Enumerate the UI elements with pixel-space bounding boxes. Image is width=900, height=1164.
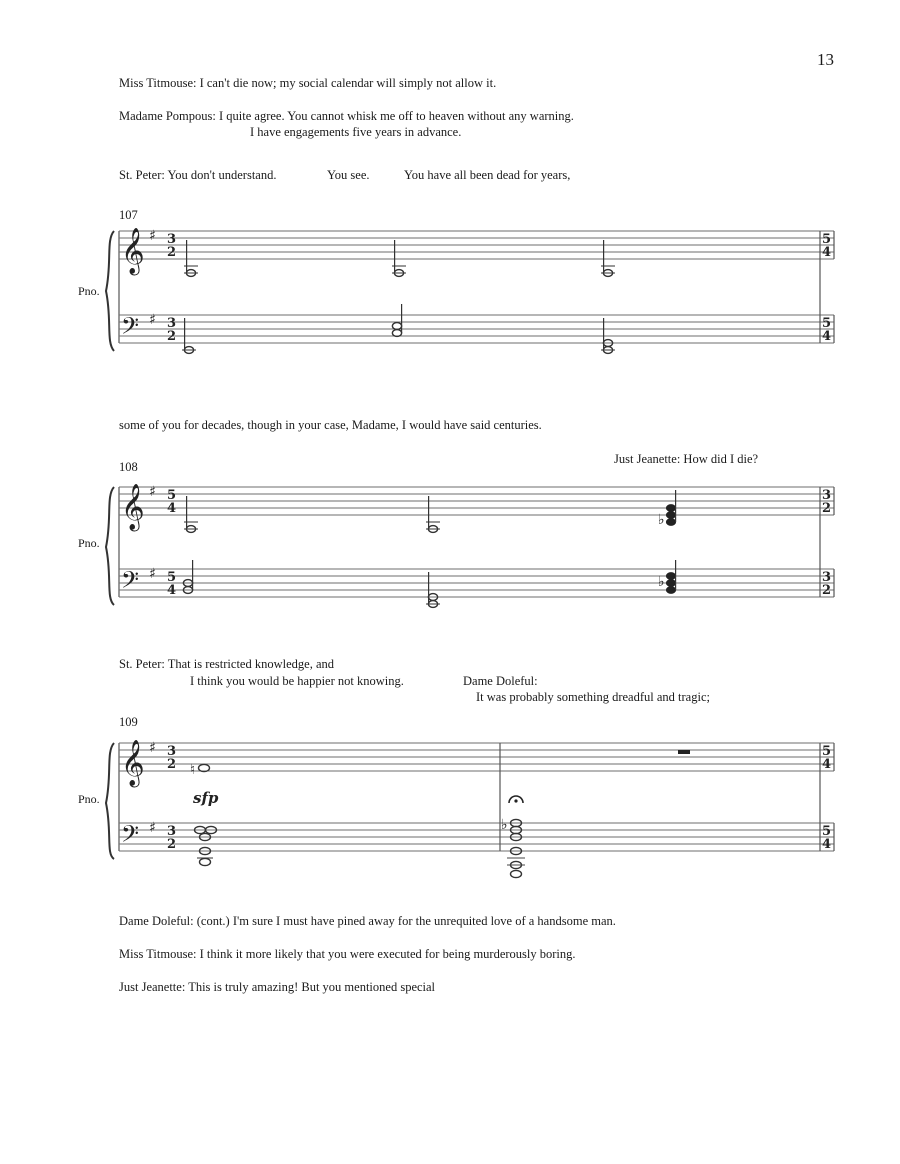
line-pompous-1b: I have engagements five years in advance. bbox=[250, 125, 462, 139]
instrument-label: Pno. bbox=[78, 792, 100, 806]
note bbox=[195, 826, 217, 865]
time-sig-denominator: 2 bbox=[167, 837, 177, 852]
time-sig-numerator: 5 bbox=[167, 488, 177, 503]
next-time-sig: 5 bbox=[822, 824, 832, 839]
page-number: 13 bbox=[817, 50, 834, 69]
brace-icon bbox=[106, 231, 114, 351]
time-sig-denominator: 2 bbox=[167, 757, 177, 772]
note bbox=[183, 560, 192, 593]
flat-icon: ♭ bbox=[658, 574, 665, 590]
bass-clef-icon: 𝄢 bbox=[121, 820, 140, 853]
fermata-icon bbox=[509, 796, 523, 803]
line-peter-1c: You have all been dead for years, bbox=[404, 168, 571, 182]
bass-staff bbox=[119, 315, 834, 343]
next-time-sig: 4 bbox=[822, 837, 832, 852]
next-time-sig: 4 bbox=[822, 757, 832, 772]
note bbox=[658, 560, 676, 593]
bass-staff bbox=[119, 823, 834, 851]
time-sig-numerator: 3 bbox=[167, 744, 177, 759]
line-doleful-1b: It was probably something dreadful and tragic; bbox=[476, 690, 710, 704]
line-jeanette-1: Just Jeanette: How did I die? bbox=[614, 452, 759, 466]
brace-icon bbox=[106, 743, 114, 859]
time-sig-numerator: 3 bbox=[167, 824, 177, 839]
treble-clef-icon: 𝄞 bbox=[121, 484, 145, 530]
next-time-sig: 4 bbox=[822, 245, 832, 260]
bass-staff bbox=[119, 569, 834, 597]
instrument-label: Pno. bbox=[78, 536, 100, 550]
system-107 bbox=[78, 208, 834, 353]
instrument-label: Pno. bbox=[78, 284, 100, 298]
next-time-sig: 2 bbox=[822, 501, 832, 516]
sharp-icon: ♯ bbox=[149, 820, 156, 836]
time-sig-numerator: 5 bbox=[167, 570, 177, 585]
natural-icon: ♮ bbox=[190, 762, 196, 778]
line-pompous-1a: Madame Pompous: I quite agree. You cannot whisk me off to heaven without any warning. bbox=[119, 109, 574, 123]
system-109 bbox=[78, 715, 834, 878]
line-peter-3b: I think you would be happier not knowing. bbox=[190, 674, 404, 688]
flat-icon: ♭ bbox=[658, 512, 665, 528]
next-time-sig: 2 bbox=[822, 583, 832, 598]
next-time-sig: 3 bbox=[822, 488, 832, 503]
time-sig-denominator: 2 bbox=[167, 329, 177, 344]
treble-staff bbox=[119, 487, 834, 515]
next-time-sig: 5 bbox=[822, 744, 832, 759]
sharp-icon: ♯ bbox=[149, 740, 156, 756]
line-peter-1b: You see. bbox=[327, 168, 370, 182]
line-peter-2: some of you for decades, though in your case, Madame, I would have said centuries. bbox=[119, 418, 542, 432]
treble-staff bbox=[119, 231, 834, 259]
next-time-sig: 4 bbox=[822, 329, 832, 344]
line-peter-3a: St. Peter: That is restricted knowledge, and bbox=[119, 657, 334, 671]
note bbox=[658, 490, 676, 528]
sharp-icon: ♯ bbox=[149, 566, 156, 582]
bass-clef-icon: 𝄢 bbox=[121, 312, 140, 345]
line-doleful-1a: Dame Doleful: bbox=[463, 674, 538, 688]
measure-number: 108 bbox=[119, 460, 138, 474]
line-titmouse-2: Miss Titmouse: I think it more likely that you were executed for being murderously boring. bbox=[119, 947, 576, 961]
rest-icon bbox=[678, 750, 690, 754]
line-peter-1a: St. Peter: You don't understand. bbox=[119, 168, 277, 182]
brace-icon bbox=[106, 487, 114, 605]
note bbox=[501, 817, 525, 878]
time-sig-denominator: 4 bbox=[167, 501, 177, 516]
line-titmouse-1: Miss Titmouse: I can't die now; my social calendar will simply not allow it. bbox=[119, 76, 497, 90]
system-108 bbox=[78, 460, 834, 607]
sharp-icon: ♯ bbox=[149, 228, 156, 244]
time-sig-denominator: 2 bbox=[167, 245, 177, 260]
measure-number: 109 bbox=[119, 715, 138, 729]
time-sig-numerator: 3 bbox=[167, 316, 177, 331]
next-time-sig: 5 bbox=[822, 232, 832, 247]
flat-icon: ♭ bbox=[501, 817, 508, 833]
next-time-sig: 3 bbox=[822, 570, 832, 585]
line-jeanette-2: Just Jeanette: This is truly amazing! But you mentioned special bbox=[119, 980, 436, 994]
next-time-sig: 5 bbox=[822, 316, 832, 331]
time-sig-denominator: 4 bbox=[167, 583, 177, 598]
time-sig-numerator: 3 bbox=[167, 232, 177, 247]
treble-staff bbox=[119, 743, 834, 771]
treble-clef-icon: 𝄞 bbox=[121, 740, 145, 786]
measure-number: 107 bbox=[119, 208, 138, 222]
treble-clef-icon: 𝄞 bbox=[121, 228, 145, 274]
sharp-icon: ♯ bbox=[149, 312, 156, 328]
dynamic-marking: sfp bbox=[193, 789, 219, 807]
sharp-icon: ♯ bbox=[149, 484, 156, 500]
bass-clef-icon: 𝄢 bbox=[121, 566, 140, 599]
line-doleful-2: Dame Doleful: (cont.) I'm sure I must have pined away for the unrequited love of a handsome man. bbox=[119, 914, 616, 928]
note bbox=[392, 304, 401, 336]
